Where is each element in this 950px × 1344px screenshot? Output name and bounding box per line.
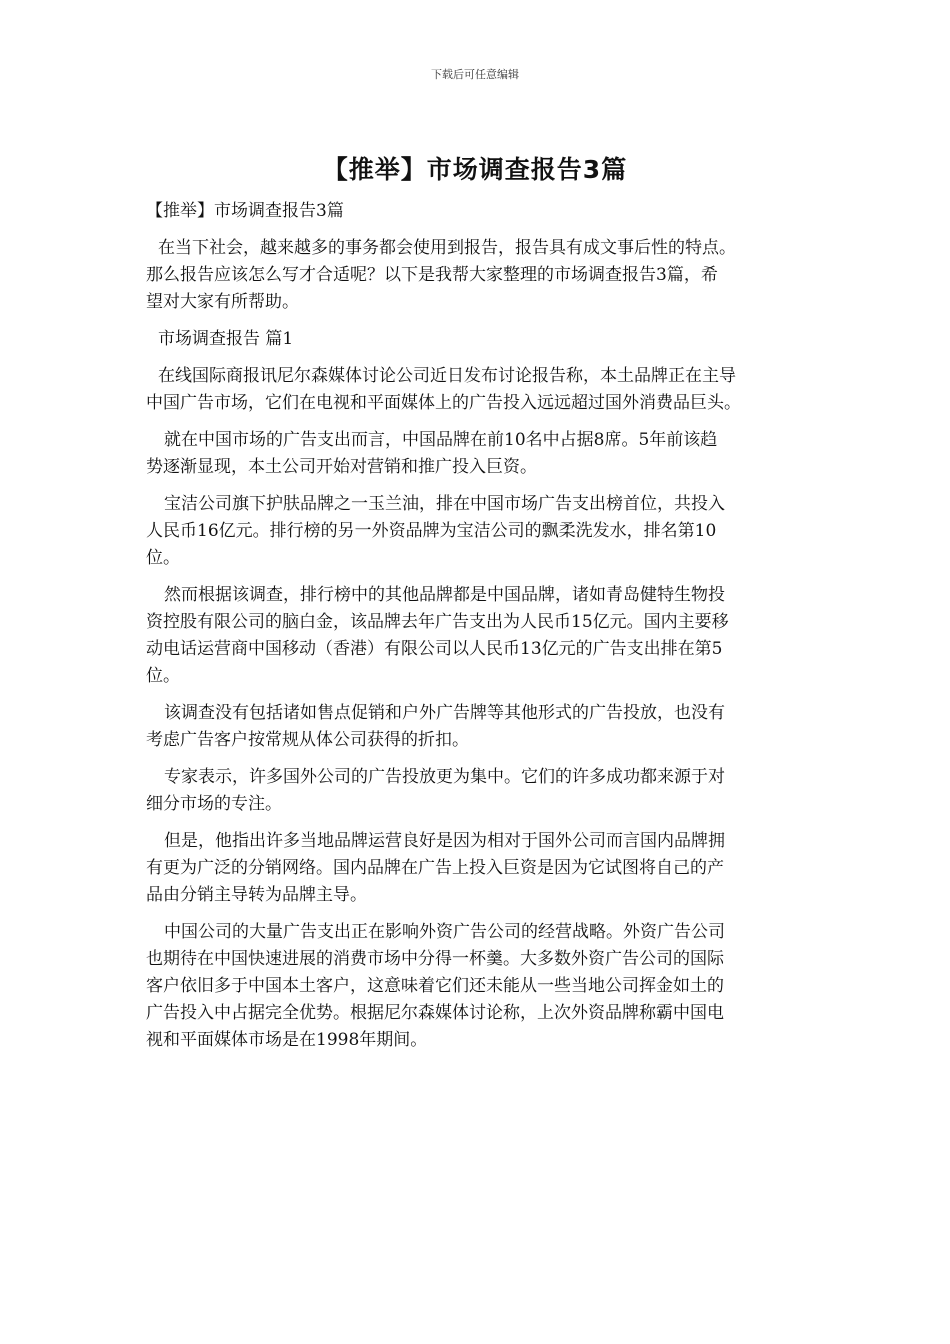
text-line: 视和平面媒体市场是在1998年期间。 [146,1030,428,1050]
paragraph [146,764,808,818]
text-line: 就在中国市场的广告支出而言，中国品牌在前10名中占据8席。5年前该趋 [164,430,718,450]
header-note: 下载后可任意编辑 [431,68,519,81]
paragraph [146,491,808,572]
text-line: 也期待在中国快速进展的消费市场中分得一杯羹。大多数外资广告公司的国际 [146,949,724,969]
document-title: 【推举】市场调查报告3篇 [322,155,628,184]
text-line: 宝洁公司旗下护肤品牌之一玉兰油，排在中国市场广告支出榜首位，共投入 [164,494,725,514]
text-line: 望对大家有所帮助。 [146,292,299,312]
text-line: 细分市场的专注。 [146,794,282,814]
text-line: 势逐渐显现，本土公司开始对营销和推广投入巨资。 [146,457,537,477]
document-body [146,198,808,1064]
text-line: 在线国际商报讯尼尔森媒体讨论公司近日发布讨论报告称，本土品牌正在主导 [158,366,736,386]
paragraph [146,828,808,909]
text-line: 在当下社会，越来越多的事务都会使用到报告，报告具有成文事后性的特点。 [158,238,736,258]
paragraph [146,326,808,353]
text-line: 品由分销主导转为品牌主导。 [146,885,367,905]
text-line: 广告投入中占据完全优势。根据尼尔森媒体讨论称，上次外资品牌称霸中国电 [146,1003,724,1023]
text-line: 【推举】市场调查报告3篇 [146,201,344,221]
text-line: 考虑广告客户按常规从体公司获得的折扣。 [146,730,469,750]
paragraph [146,700,808,754]
paragraph [146,363,808,417]
text-line: 位。 [146,666,180,686]
text-line: 那么报告应该怎么写才合适呢？以下是我帮大家整理的市场调查报告3篇，希 [146,265,718,285]
text-line: 市场调查报告 篇1 [158,329,294,349]
paragraph [146,582,808,690]
text-line: 中国公司的大量广告支出正在影响外资广告公司的经营战略。外资广告公司 [164,922,725,942]
text-line: 位。 [146,548,180,568]
subtitle-line [146,198,808,225]
text-line: 中国广告市场，它们在电视和平面媒体上的广告投入远远超过国外消费品巨头。 [146,393,741,413]
text-line: 动电话运营商中国移动（香港）有限公司以人民币13亿元的广告支出排在第5 [146,639,723,659]
paragraph [146,919,808,1054]
text-line: 但是，他指出许多当地品牌运营良好是因为相对于国外公司而言国内品牌拥 [164,831,725,851]
text-line: 有更为广泛的分销网络。国内品牌在广告上投入巨资是因为它试图将自己的产 [146,858,724,878]
text-line: 然而根据该调查，排行榜中的其他品牌都是中国品牌，诸如青岛健特生物投 [164,585,725,605]
paragraph [146,235,808,316]
text-line: 人民币16亿元。排行榜的另一外资品牌为宝洁公司的飘柔洗发水，排名第10 [146,521,717,541]
text-line: 资控股有限公司的脑白金，该品牌去年广告支出为人民币15亿元。国内主要移 [146,612,729,632]
paragraph [146,427,808,481]
text-line: 客户依旧多于中国本土客户，这意味着它们还未能从一些当地公司挥金如土的 [146,976,724,996]
text-line: 专家表示，许多国外公司的广告投放更为集中。它们的许多成功都来源于对 [164,767,725,787]
text-line: 该调查没有包括诸如售点促销和户外广告牌等其他形式的广告投放，也没有 [164,703,725,723]
